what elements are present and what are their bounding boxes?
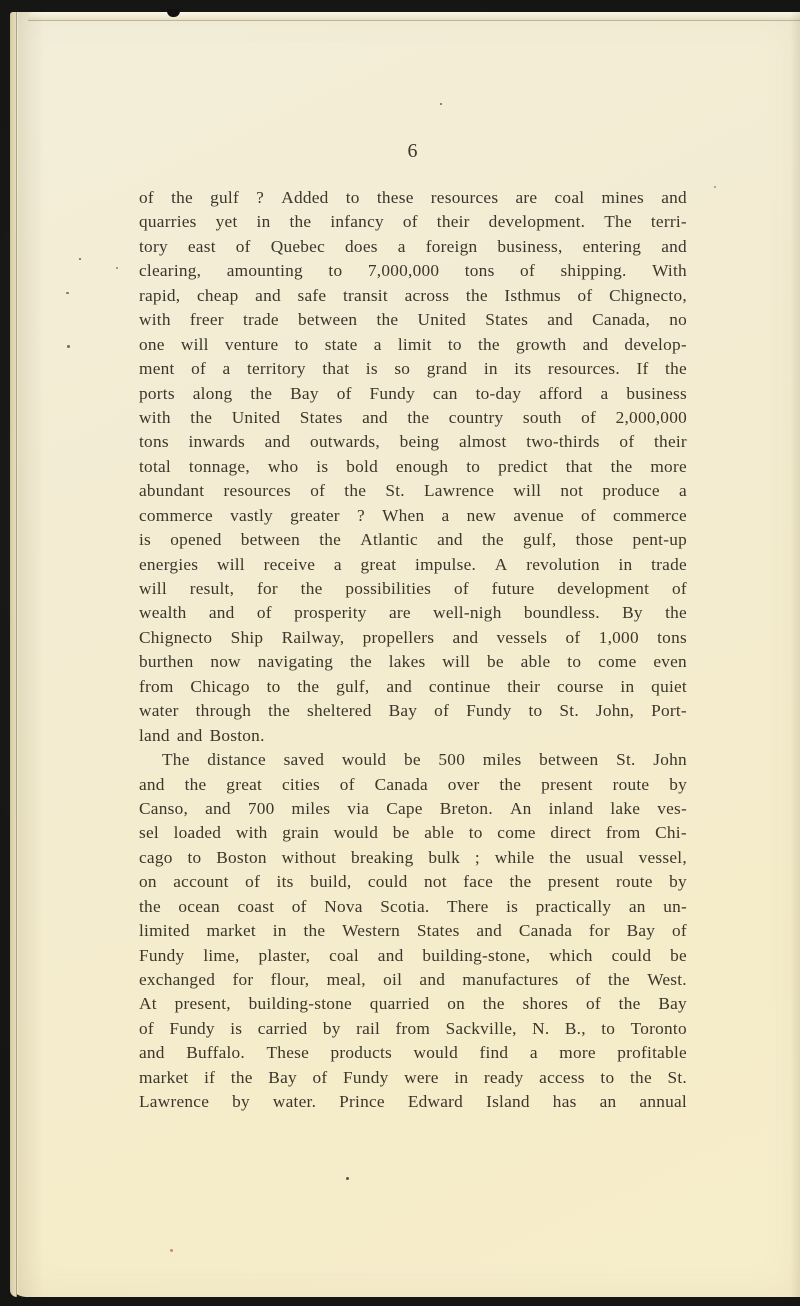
text-line: At present, building-stone quarried on the shores of the Bay — [139, 994, 687, 1014]
text-line: abundant resources of the St. Lawrence will not produce a — [139, 481, 687, 501]
right-edge-shadow — [790, 12, 800, 1297]
ink-speck — [714, 186, 716, 188]
text-line: on account of its build, could not face the present route by — [139, 872, 687, 892]
text-body — [139, 138, 687, 1115]
ink-speck — [170, 1249, 173, 1252]
page-number: 6 — [407, 140, 419, 162]
ink-speck — [79, 258, 81, 260]
text-line: total tonnage, who is bold enough to predict that the more — [139, 456, 687, 476]
text-line: of the gulf ? Added to these resources are coal mines and — [139, 188, 687, 207]
text-line: clearing, amounting to 7,000,000 tons of shipping. With — [139, 261, 687, 281]
text-line: is opened between the Atlantic and the gulf, those pent-up — [139, 530, 687, 550]
ink-speck — [116, 267, 118, 269]
text-line: Lawrence by water. Prince Edward Island has an annual — [139, 1092, 687, 1112]
ink-speck — [67, 345, 70, 348]
text-line: rapid, cheap and safe transit across the Isthmus of Chignecto, — [139, 285, 687, 305]
text-line: land and Boston. — [139, 725, 265, 745]
text-line: Fundy lime, plaster, coal and building-stone, which could be — [139, 945, 687, 965]
paragraph — [139, 748, 687, 1115]
text-line: one will venture to state a limit to the growth and develop- — [139, 334, 687, 354]
text-line: with freer trade between the United States and Canada, no — [139, 310, 687, 330]
page-left-edge — [10, 12, 17, 1297]
text-line: the ocean coast of Nova Scotia. There is practically an un- — [139, 896, 687, 916]
text-line: ment of a territory that is so grand in its resources. If the — [139, 359, 687, 379]
text-line: ports along the Bay of Fundy can to-day afford a business — [139, 383, 687, 403]
text-line: from Chicago to the gulf, and continue their course in quiet — [139, 676, 687, 696]
text-line: cago to Boston without breaking bulk ; while the usual vessel, — [139, 847, 687, 867]
text-line: market if the Bay of Fundy were in ready access to the St. — [139, 1067, 687, 1087]
text-line: Chignecto Ship Railway, propellers and vessels of 1,000 tons — [139, 627, 687, 647]
ink-speck — [66, 292, 69, 294]
text-line: and Buffalo. These products would find a more profitable — [139, 1043, 687, 1063]
text-line: tons inwards and outwards, being almost two-thirds of their — [139, 432, 687, 452]
text-line: commerce vastly greater ? When a new avenue of commerce — [139, 505, 687, 525]
text-line: The distance saved would be 500 miles between St. John — [162, 750, 687, 770]
text-line: tory east of Quebec does a foreign business, entering and — [139, 236, 687, 256]
text-line: with the United States and the country south of 2,000,000 — [139, 407, 687, 427]
ink-speck — [346, 1177, 349, 1180]
page-top-edge — [28, 12, 800, 21]
text-line: energies will receive a great impulse. A revolution in trade — [139, 554, 687, 574]
text-line: sel loaded with grain would be able to come direct from Chi- — [139, 823, 687, 843]
text-line: water through the sheltered Bay of Fundy to St. John, Port- — [139, 701, 687, 721]
book-page-paper — [10, 12, 800, 1297]
text-line: Canso, and 700 miles via Cape Breton. An inland lake ves- — [139, 798, 687, 818]
text-line: burthen now navigating the lakes will be able to come even — [139, 652, 687, 672]
text-line: wealth and of prosperity are well-nigh boundless. By the — [139, 603, 687, 623]
text-line: of Fundy is carried by rail from Sackville, N. B., to Toronto — [139, 1018, 687, 1038]
text-line: will result, for the possibilities of future development of — [139, 579, 687, 598]
ink-speck — [440, 103, 442, 105]
text-line: limited market in the Western States and Canada for Bay of — [139, 921, 687, 941]
text-line: and the great cities of Canada over the present route by — [139, 774, 687, 794]
text-line: exchanged for flour, meal, oil and manufactures of the West. — [139, 970, 687, 989]
text-line: quarries yet in the infancy of their development. The terri- — [139, 212, 687, 232]
gutter-shadow — [18, 12, 44, 1297]
paragraph — [139, 186, 687, 748]
